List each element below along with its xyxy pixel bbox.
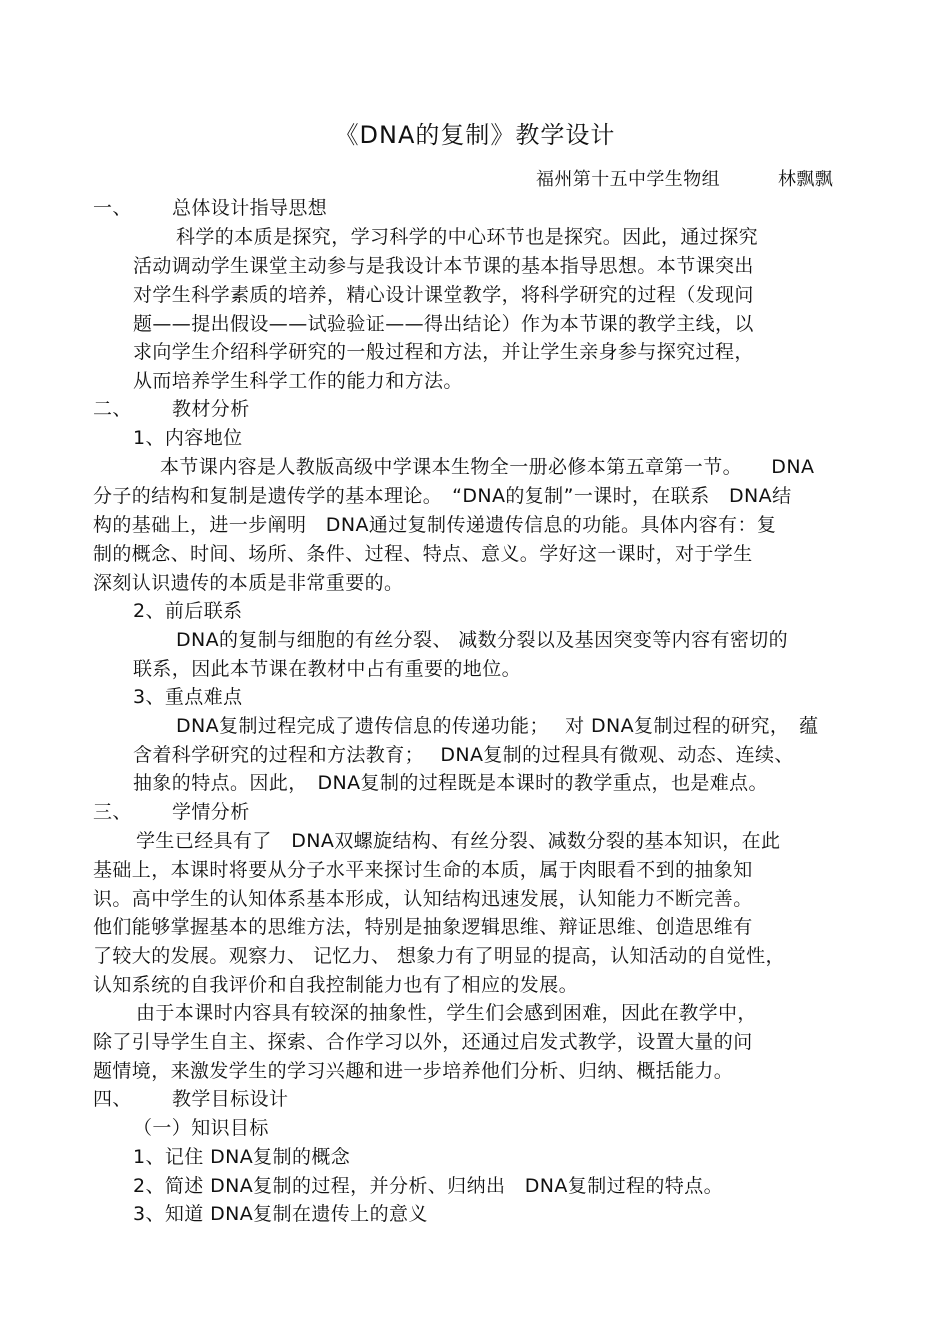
section-2-number: 二、 xyxy=(93,398,132,420)
section-4-number: 四、 xyxy=(93,1088,132,1110)
paragraph-line: 题情境，来激发学生的学习兴趣和进一步培养他们分析、归纳、概括能力。 xyxy=(93,1060,734,1082)
section-3-heading: 学情分析 xyxy=(172,801,250,823)
paragraph-line: 题——提出假设——试验验证——得出结论）作为本节课的教学主线，以 xyxy=(133,313,754,335)
paragraph-line: 了较大的发展。观察力、 记忆力、 想象力有了明显的提高，认知活动的自觉性， xyxy=(93,945,785,967)
paragraph-line: 认知系统的自我评价和自我控制能力也有了相应的发展。 xyxy=(93,974,579,996)
paragraph-line: 含着科学研究的过程和方法教育； DNA复制的过程具有微观、动态、连续、 xyxy=(133,744,794,766)
paragraph-line: 他们能够掌握基本的思维方法，特别是抽象逻辑思维、辩证思维、创造思维有 xyxy=(93,916,753,938)
document-title: 《DNA的复制》教学设计 xyxy=(334,121,616,149)
section-4-heading: 教学目标设计 xyxy=(172,1088,289,1110)
paragraph-line: 基础上，本课时将要从分子水平来探讨生命的本质，属于肉眼看不到的抽象知 xyxy=(93,859,753,881)
paragraph-line: 分子的结构和复制是遗传学的基本理论。 “DNA的复制”一课时，在联系 DNA结 xyxy=(93,485,792,507)
paragraph-line: 本节课内容是人教版高级中学课本生物全一册必修本第五章第一节。 DNA xyxy=(160,456,815,478)
paragraph-line: 活动调动学生课堂主动参与是我设计本节课的基本指导思想。本节课突出 xyxy=(133,255,754,277)
byline-author: 林飘飘 xyxy=(778,169,834,190)
section-2-heading: 教材分析 xyxy=(172,398,250,420)
paragraph-line: 构的基础上，进一步阐明 DNA通过复制传递遗传信息的功能。具体内容有：复 xyxy=(93,514,777,536)
paragraph-line: 抽象的特点。因此， DNA复制的过程既是本课时的教学重点，也是难点。 xyxy=(133,772,768,794)
list-item: 2、简述 DNA复制的过程，并分析、归纳出 DNA复制过程的特点。 xyxy=(133,1175,724,1197)
subsection-heading: 2、前后联系 xyxy=(133,600,243,622)
paragraph-line: DNA复制过程完成了遗传信息的传递功能； 对 DNA复制过程的研究， 蕴 xyxy=(176,715,819,737)
paragraph-line: 学生已经具有了 DNA双螺旋结构、有丝分裂、减数分裂的基本知识，在此 xyxy=(136,830,781,852)
paragraph-line: 对学生科学素质的培养，精心设计课堂教学，将科学研究的过程（发现问 xyxy=(133,284,754,306)
list-item: 1、记住 DNA复制的概念 xyxy=(133,1146,351,1168)
section-1-number: 一、 xyxy=(93,197,132,219)
paragraph-line: 制的概念、时间、场所、条件、过程、特点、意义。学好这一课时，对于学生 xyxy=(93,543,753,565)
section-3-number: 三、 xyxy=(93,801,132,823)
paragraph-line: 除了引导学生自主、探索、合作学习以外，还通过启发式教学，设置大量的问 xyxy=(93,1031,753,1053)
paragraph-line: 科学的本质是探究，学习科学的中心环节也是探究。因此，通过探究 xyxy=(176,226,759,248)
paragraph-line: 深刻认识遗传的本质是非常重要的。 xyxy=(93,572,404,594)
subsection-heading: 3、重点难点 xyxy=(133,686,243,708)
section-1-heading: 总体设计指导思想 xyxy=(172,197,328,219)
paragraph-line: 求向学生介绍科学研究的一般过程和方法，并让学生亲身参与探究过程， xyxy=(133,341,754,363)
paragraph-line: DNA的复制与细胞的有丝分裂、 减数分裂以及基因突变等内容有密切的 xyxy=(176,629,789,651)
subsection-heading: （一）知识目标 xyxy=(133,1117,269,1139)
byline-org: 福州第十五中学生物组 xyxy=(536,169,720,190)
subsection-heading: 1、内容地位 xyxy=(133,427,243,449)
paragraph-line: 从而培养学生科学工作的能力和方法。 xyxy=(133,370,463,392)
paragraph-line: 由于本课时内容具有较深的抽象性，学生们会感到困难，因此在教学中， xyxy=(136,1002,757,1024)
list-item: 3、知道 DNA复制在遗传上的意义 xyxy=(133,1203,428,1225)
paragraph-line: 识。高中学生的认知体系基本形成，认知结构迅速发展，认知能力不断完善。 xyxy=(93,888,753,910)
paragraph-line: 联系，因此本节课在教材中占有重要的地位。 xyxy=(133,658,522,680)
